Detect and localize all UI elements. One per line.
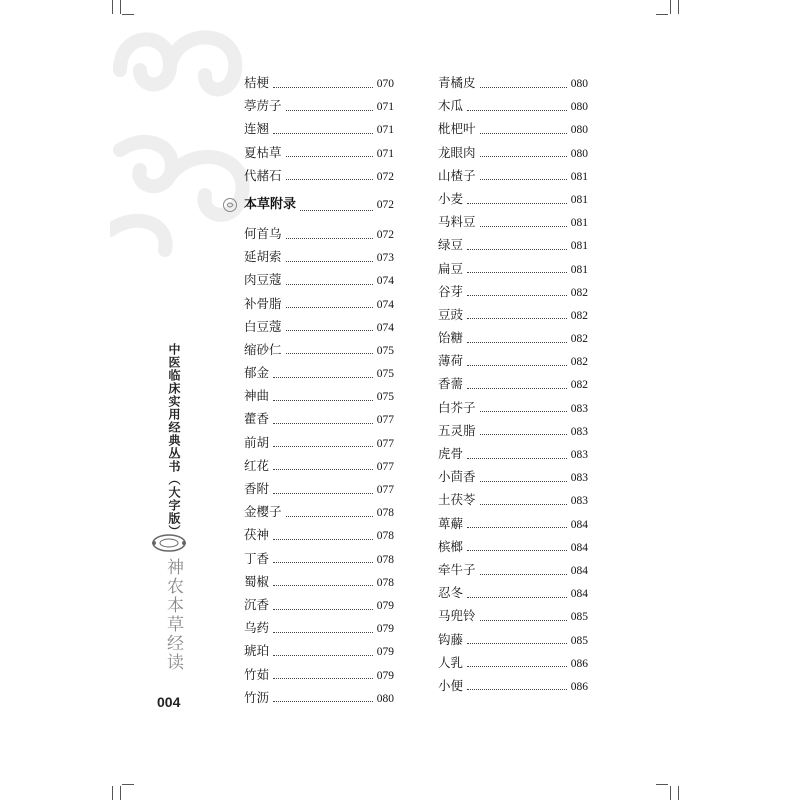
dot-leader: [273, 561, 373, 563]
toc-entry[interactable]: [438, 490, 588, 513]
toc-entry-page: 075: [376, 391, 394, 404]
toc-entry-page: 086: [570, 657, 588, 670]
toc-entry-page: 085: [570, 611, 588, 624]
dot-leader: [273, 132, 373, 134]
toc-entry[interactable]: [244, 224, 394, 247]
toc-entry-page: 074: [376, 298, 394, 311]
toc-entry-page: 077: [376, 460, 394, 473]
toc-entry-name: 沉香: [244, 596, 270, 612]
toc-entry[interactable]: [438, 166, 588, 189]
toc-entry[interactable]: [244, 433, 394, 456]
toc-right-column: [438, 73, 588, 699]
toc-entry-page: 073: [376, 252, 394, 265]
toc-entry-name: 前胡: [244, 434, 270, 450]
toc-entry-page: 082: [570, 286, 588, 299]
crop-mark: [120, 786, 121, 800]
toc-entry[interactable]: [438, 583, 588, 606]
dot-leader: [286, 515, 373, 517]
toc-entry-name: 枇杷叶: [438, 121, 476, 137]
toc-entry-page: 082: [570, 356, 588, 369]
dot-leader: [273, 422, 373, 424]
toc-entry-name: 白豆蔻: [244, 318, 282, 334]
toc-entry[interactable]: [244, 73, 394, 96]
dot-leader: [480, 132, 567, 134]
dot-leader: [467, 526, 567, 528]
toc-entry-page: 078: [376, 553, 394, 566]
dot-leader: [467, 294, 567, 296]
dot-leader: [273, 86, 373, 88]
toc-entry[interactable]: [438, 537, 588, 560]
toc-entry-name: 小便: [438, 677, 464, 693]
toc-entry-page: 084: [570, 541, 588, 554]
toc-entry-page: 071: [376, 147, 394, 160]
toc-entry-name: 小茴香: [438, 469, 476, 485]
toc-entry-page: 080: [570, 78, 588, 90]
dot-leader: [467, 688, 567, 690]
toc-entry-name: 香附: [244, 481, 270, 496]
toc-entry-name: 牵牛子: [438, 561, 476, 577]
toc-entry-page: 074: [376, 321, 394, 334]
toc-entry[interactable]: [244, 595, 394, 618]
toc-entry[interactable]: [438, 305, 588, 328]
dot-leader: [300, 209, 373, 211]
toc-entry[interactable]: [438, 119, 588, 142]
dot-leader: [273, 538, 373, 540]
dot-leader: [467, 341, 567, 343]
section-name: 本草附录: [244, 196, 297, 212]
dot-leader: [286, 306, 373, 308]
toc-entry[interactable]: [244, 479, 394, 502]
toc-entry-name: 乌药: [244, 620, 270, 636]
toc-entry-page: 077: [376, 414, 394, 427]
toc-entry-name: 谷芽: [438, 283, 464, 299]
toc-entry-page: 079: [376, 623, 394, 636]
crop-mark: [670, 0, 671, 14]
toc-entry-page: 083: [570, 425, 588, 438]
toc-entry[interactable]: [244, 386, 394, 409]
toc-entry-name: 蜀椒: [244, 573, 270, 589]
toc-entry-page: 084: [570, 588, 588, 601]
toc-entry-page: 074: [376, 275, 394, 288]
toc-entry-page: 083: [570, 495, 588, 508]
toc-entry-name: 红花: [244, 457, 270, 473]
toc-left-column: [244, 73, 394, 711]
toc-entry-page: 084: [570, 518, 588, 531]
dot-leader: [273, 376, 373, 378]
toc-entry-name: 木瓜: [438, 98, 464, 114]
dot-leader: [273, 608, 373, 610]
dot-leader: [273, 399, 373, 401]
dot-leader: [286, 260, 373, 262]
toc-entry-name: 薄荷: [438, 353, 464, 369]
toc-entry-name: 山楂子: [438, 167, 476, 183]
toc-entry[interactable]: [244, 409, 394, 432]
crop-mark: [678, 786, 679, 800]
dot-leader: [467, 364, 567, 366]
toc-entry[interactable]: [244, 525, 394, 548]
toc-entry-name: 香薷: [438, 376, 464, 392]
toc-entry-name: 桔梗: [244, 75, 270, 90]
dot-leader: [480, 619, 567, 621]
toc-entry[interactable]: [438, 189, 588, 212]
dot-leader: [286, 283, 373, 285]
dot-leader: [480, 155, 567, 157]
toc-entry-page: 081: [570, 263, 588, 276]
dot-leader: [286, 237, 373, 239]
dot-leader: [480, 503, 567, 505]
toc-entry-name: 丁香: [244, 550, 270, 566]
toc-entry[interactable]: [244, 502, 394, 525]
toc-entry-name: 补骨脂: [244, 295, 282, 311]
toc-entry[interactable]: [438, 282, 588, 305]
toc-entry-page: 085: [570, 634, 588, 647]
toc-entry-name: 虎骨: [438, 446, 464, 461]
toc-entry-page: 078: [376, 507, 394, 520]
crop-mark: [656, 784, 668, 785]
toc-entry[interactable]: [438, 398, 588, 421]
dot-leader: [467, 317, 567, 319]
toc-entry-name: 绿豆: [438, 237, 464, 253]
toc-entry-page: 083: [570, 472, 588, 485]
toc-entry-page: 075: [376, 344, 394, 357]
toc-entry-page: 080: [376, 692, 394, 705]
toc-entry[interactable]: [244, 363, 394, 386]
book-title: 神农本草经读: [163, 558, 183, 672]
crop-mark: [122, 784, 134, 785]
dot-leader: [273, 492, 373, 494]
toc-entry[interactable]: [438, 351, 588, 374]
toc-entry-name: 连翘: [244, 121, 270, 137]
toc-entry-name: 茯神: [244, 527, 270, 543]
toc-entry-page: 084: [570, 564, 588, 577]
toc-entry-name: 马料豆: [438, 214, 476, 230]
dot-leader: [273, 468, 373, 470]
toc-entry-name: 代赭石: [244, 167, 282, 183]
toc-entry[interactable]: [438, 444, 588, 467]
dot-leader: [480, 86, 567, 88]
toc-entry-name: 钩藤: [438, 631, 464, 647]
dot-leader: [480, 410, 567, 412]
toc-entry[interactable]: [438, 212, 588, 235]
toc-entry-name: 忍冬: [438, 585, 464, 601]
dot-leader: [480, 573, 567, 575]
dot-leader: [286, 109, 373, 111]
dot-leader: [480, 225, 567, 227]
toc-entry-name: 延胡索: [244, 249, 282, 265]
dot-leader: [467, 202, 567, 204]
toc-entry[interactable]: [244, 456, 394, 479]
toc-entry[interactable]: [438, 676, 588, 699]
toc-entry-page: 080: [570, 101, 588, 114]
dot-leader: [467, 248, 567, 250]
toc-entry[interactable]: [244, 665, 394, 688]
toc-entry[interactable]: [438, 96, 588, 119]
toc-entry[interactable]: [438, 374, 588, 397]
dot-leader: [286, 329, 373, 331]
dot-leader: [467, 596, 567, 598]
toc-entry-page: 079: [376, 669, 394, 682]
toc-entry-page: 072: [376, 228, 394, 241]
toc-entry-name: 马兜铃: [438, 608, 476, 624]
toc-entry-page: 077: [376, 437, 394, 450]
toc-entry[interactable]: [244, 572, 394, 595]
toc-entry-name: 竹茹: [244, 666, 270, 682]
toc-entry[interactable]: [438, 73, 588, 96]
dot-leader: [286, 178, 373, 180]
series-title: 中医临床实用经典丛书（大字版）: [167, 343, 181, 538]
toc-entry-page: 070: [376, 78, 394, 90]
dot-leader: [480, 178, 567, 180]
toc-entry[interactable]: [438, 514, 588, 537]
toc-entry[interactable]: [244, 688, 394, 711]
toc-entry[interactable]: [244, 340, 394, 363]
toc-entry-name: 豆豉: [438, 306, 464, 322]
toc-entry[interactable]: [244, 119, 394, 142]
toc-entry-name: 五灵脂: [438, 422, 476, 438]
toc-entry[interactable]: [438, 560, 588, 583]
toc-entry-page: 079: [376, 646, 394, 659]
toc-entry[interactable]: [244, 317, 394, 340]
toc-entry[interactable]: [244, 166, 394, 189]
dot-leader: [273, 445, 373, 447]
dot-leader: [273, 700, 373, 702]
dot-leader: [273, 631, 373, 633]
dot-leader: [273, 584, 373, 586]
toc-entry[interactable]: [438, 235, 588, 258]
toc-entry-name: 葶苈子: [244, 98, 282, 114]
toc-entry-page: 081: [570, 193, 588, 206]
toc-entry-page: 078: [376, 576, 394, 589]
dot-leader: [480, 480, 567, 482]
toc-entry-name: 扁豆: [438, 260, 464, 276]
dot-leader: [467, 271, 567, 273]
dot-leader: [273, 677, 373, 679]
toc-entry-name: 小麦: [438, 190, 464, 206]
toc-entry-page: 077: [376, 484, 394, 496]
section-marker-icon: [222, 197, 238, 213]
toc-entry-name: 缩砂仁: [244, 341, 282, 357]
toc-entry[interactable]: [244, 270, 394, 293]
toc-entry-name: 夏枯草: [244, 144, 282, 160]
toc-entry-name: 萆薢: [438, 515, 464, 531]
dot-leader: [467, 665, 567, 667]
toc-entry[interactable]: [244, 294, 394, 317]
toc-entry-name: 竹沥: [244, 689, 270, 705]
toc-entry-page: 081: [570, 170, 588, 183]
toc-entry-page: 086: [570, 680, 588, 693]
toc-entry-page: 081: [570, 217, 588, 230]
toc-entry-name: 何首乌: [244, 225, 282, 241]
toc-entry[interactable]: [438, 328, 588, 351]
toc-entry-page: 082: [570, 333, 588, 346]
toc-entry-name: 神曲: [244, 388, 270, 404]
crop-mark: [670, 786, 671, 800]
toc-entry[interactable]: [244, 143, 394, 166]
dot-leader: [467, 457, 567, 459]
toc-entry-name: 青橘皮: [438, 75, 476, 90]
toc-entry[interactable]: [244, 618, 394, 641]
toc-entry-page: 081: [570, 240, 588, 253]
toc-entry-name: 土茯苓: [438, 492, 476, 508]
crop-mark: [112, 786, 113, 800]
toc-entry-page: 071: [376, 101, 394, 114]
ornament-icon: [150, 532, 188, 554]
toc-entry[interactable]: [438, 421, 588, 444]
toc-entry-page: 083: [570, 402, 588, 415]
toc-entry[interactable]: [438, 143, 588, 166]
toc-entry-name: 金樱子: [244, 504, 282, 520]
toc-entry[interactable]: [244, 247, 394, 270]
toc-entry[interactable]: [438, 467, 588, 490]
toc-entry-name: 郁金: [244, 365, 270, 381]
toc-entry[interactable]: [244, 549, 394, 572]
page-number: 004: [157, 694, 181, 710]
dot-leader: [467, 109, 567, 111]
toc-entry-page: 078: [376, 530, 394, 543]
dot-leader: [467, 549, 567, 551]
toc-section-appendix[interactable]: [244, 193, 394, 224]
toc-entry-page: 083: [570, 449, 588, 461]
toc-entry-page: 082: [570, 379, 588, 392]
cloud-pattern-decoration: [110, 10, 260, 270]
toc-entry-name: 龙眼肉: [438, 144, 476, 160]
toc-entry[interactable]: [438, 630, 588, 653]
dot-leader: [273, 654, 373, 656]
dot-leader: [286, 352, 373, 354]
toc-entry[interactable]: [244, 96, 394, 119]
toc-entry-page: 075: [376, 368, 394, 381]
crop-mark: [678, 0, 679, 14]
toc-entry-page: 079: [376, 599, 394, 612]
dot-leader: [480, 433, 567, 435]
toc-entry-name: 白芥子: [438, 399, 476, 415]
toc-entry-page: 080: [570, 124, 588, 137]
toc-entry[interactable]: [244, 641, 394, 664]
crop-mark: [656, 14, 668, 15]
toc-entry-page: 071: [376, 124, 394, 137]
toc-entry-page: 080: [570, 147, 588, 160]
toc-entry[interactable]: [438, 653, 588, 676]
dot-leader: [286, 155, 373, 157]
toc-entry-page: 072: [376, 170, 394, 183]
toc-entry-page: 082: [570, 309, 588, 322]
toc-entry-name: 饴糖: [438, 330, 464, 346]
toc-entry-name: 琥珀: [244, 643, 270, 659]
dot-leader: [467, 387, 567, 389]
toc-entry-name: 肉豆蔻: [244, 272, 282, 288]
toc-entry-name: 藿香: [244, 411, 270, 427]
section-page: 072: [376, 198, 394, 211]
dot-leader: [467, 642, 567, 644]
toc-entry-name: 人乳: [438, 654, 464, 670]
toc-entry-name: 槟榔: [438, 538, 464, 554]
toc-entry[interactable]: [438, 606, 588, 629]
toc-entry[interactable]: [438, 259, 588, 282]
